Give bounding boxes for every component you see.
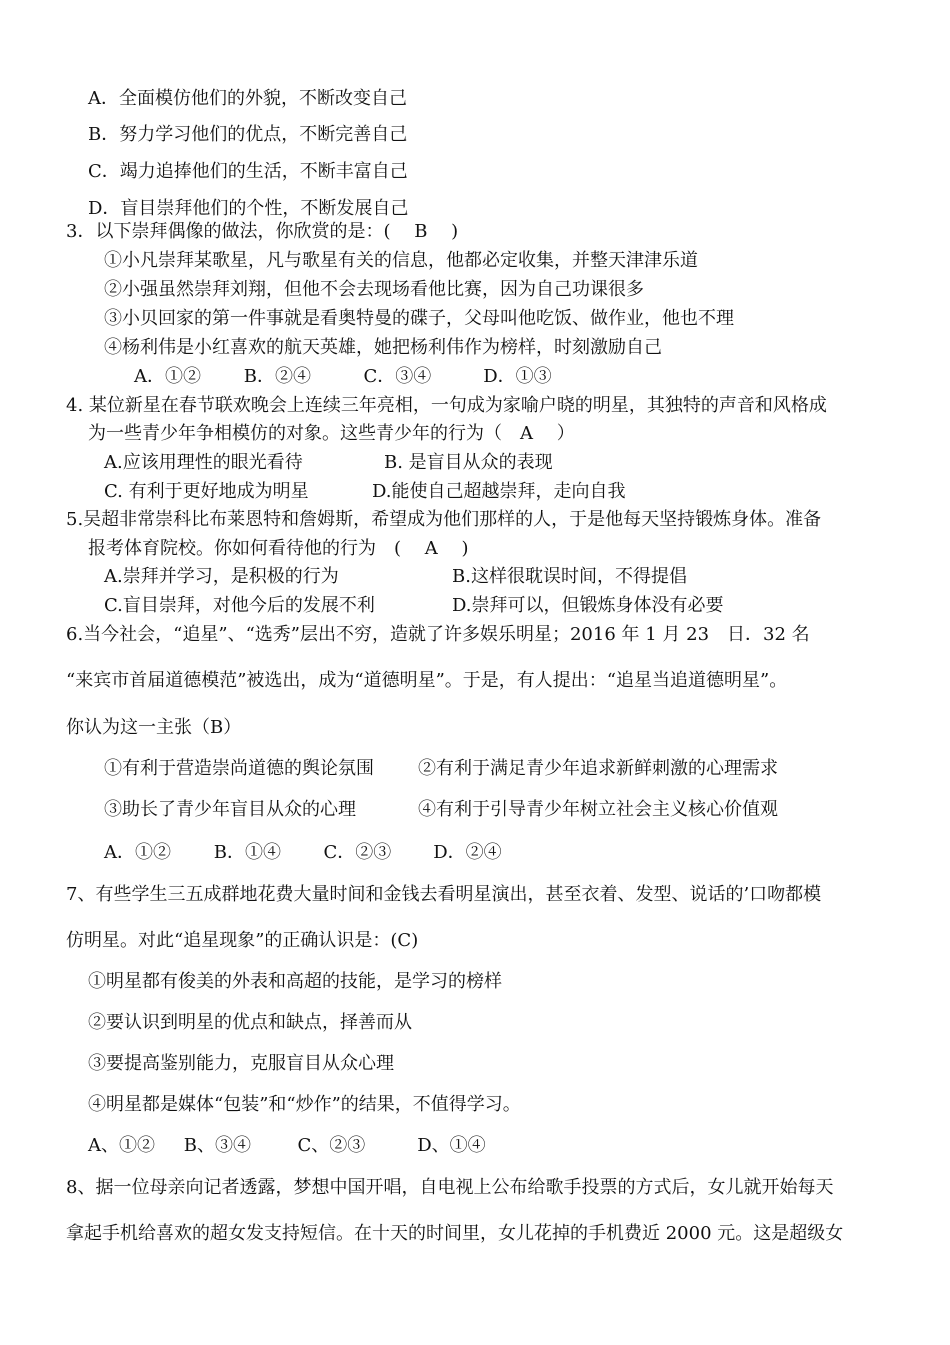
q6-item-3: ③助长了青少年盲目从众的心理 (104, 799, 356, 820)
q4-option-b: B. 是盲目从众的表现 (384, 452, 553, 473)
q4-option-a: A.应该用理性的眼光看待 (104, 452, 303, 473)
q3-option-d: D．①③ (483, 366, 552, 387)
q7-option-b: B、③④ (183, 1135, 251, 1156)
q4-stem-line2: 为一些青少年争相模仿的对象。这些青少年的行为（ A ） (88, 423, 575, 444)
q5-stem-line1: 5.吴超非常崇科比布莱恩特和詹姆斯，希望成为他们那样的人，于是他每天坚持锻炼身体。准备 (66, 509, 822, 530)
q7-option-a: A、①② (88, 1135, 155, 1156)
q3-option-a: A．①② (134, 366, 201, 387)
q5-option-c: C.盲目崇拜，对他今后的发展不利 (104, 595, 375, 616)
q4-option-c: C. 有利于更好地成为明星 (104, 481, 309, 502)
q2-option-c: C．竭力追捧他们的生活，不断丰富自己 (88, 161, 408, 182)
q7-options (88, 1135, 486, 1157)
q6-stem-line1: 6.当今社会，“追星”、“选秀”层出不穷，造就了许多娱乐明星；2016 年 1 月 23 日．32 名 (66, 624, 810, 645)
q3-option-b: B．②④ (243, 366, 311, 387)
q6-options (104, 842, 502, 864)
q7-item-2: ②要认识到明星的优点和缺点，择善而从 (88, 1012, 412, 1033)
q7-item-4: ④明星都是媒体“包装”和“炒作”的结果，不值得学习。 (88, 1094, 521, 1115)
q3-item-4: ④杨利伟是小红喜欢的航天英雄，她把杨利伟作为榜样，时刻激励自己 (104, 337, 662, 358)
q7-item-3: ③要提高鉴别能力，克服盲目从众心理 (88, 1053, 394, 1074)
q6-option-b: B．①④ (213, 842, 281, 863)
q3-stem: 3．以下崇拜偶像的做法，你欣赏的是：( B ) (66, 221, 459, 242)
q3-item-2: ②小强虽然崇拜刘翔，但他不会去现场看他比赛，因为自己功课很多 (104, 279, 644, 300)
q3-item-3: ③小贝回家的第一件事就是看奥特曼的碟子，父母叫他吃饭、做作业，他也不理 (104, 308, 734, 329)
q3-options (134, 366, 552, 388)
q2-option-d: D．盲目崇拜他们的个性，不断发展自己 (88, 198, 409, 219)
q2-option-a: A．全面模仿他们的外貌，不断改变自己 (88, 88, 407, 109)
q6-option-d: D．②④ (433, 842, 502, 863)
q8-stem-line2: 拿起手机给喜欢的超女发支持短信。在十天的时间里，女儿花掉的手机费近 2000 元。这是超级女 (66, 1223, 844, 1244)
q7-option-d: D、①④ (417, 1135, 486, 1156)
q5-stem-line2: 报考体育院校。你如何看待他的行为 ( A ) (88, 538, 469, 559)
q7-option-c: C、②③ (297, 1135, 366, 1156)
q6-option-c: C．②③ (323, 842, 392, 863)
q8-stem-line1: 8、据一位母亲向记者透露，梦想中国开唱，自电视上公布给歌手投票的方式后，女儿就开始每天 (66, 1177, 834, 1198)
q7-stem-line2: 仿明星。对此“追星现象”的正确认识是：(C) (66, 930, 419, 951)
q6-item-1: ①有利于营造崇尚道德的舆论氛围 (104, 758, 374, 779)
q6-stem-line2: “来宾市首届道德模范”被选出，成为“道德明星”。于是，有人提出：“追星当追道德明星”。 (66, 670, 788, 691)
q5-option-d: D.崇拜可以，但锻炼身体没有必要 (452, 595, 724, 616)
q6-stem-line3: 你认为这一主张（B） (66, 717, 242, 738)
q4-stem-line1: 4. 某位新星在春节联欢晚会上连续三年亮相，一句成为家喻户晓的明星，其独特的声音和风格成 (66, 395, 827, 416)
q7-item-1: ①明星都有俊美的外表和高超的技能，是学习的榜样 (88, 971, 502, 992)
q5-option-a: A.崇拜并学习，是积极的行为 (104, 566, 339, 587)
q4-option-d: D.能使自己超越崇拜，走向自我 (372, 481, 626, 502)
q3-option-c: C．③④ (363, 366, 432, 387)
q6-option-a: A．①② (104, 842, 171, 863)
q3-item-1: ①小凡崇拜某歌星，凡与歌星有关的信息，他都必定收集，并整天津津乐道 (104, 250, 698, 271)
q5-option-b: B.这样很耽误时间，不得提倡 (452, 566, 687, 587)
q6-item-2: ②有利于满足青少年追求新鲜刺激的心理需求 (418, 758, 778, 779)
q7-stem-line1: 7、有些学生三五成群地花费大量时间和金钱去看明星演出，甚至衣着、发型、说话的’口吻都模 (66, 884, 822, 905)
q6-item-4: ④有利于引导青少年树立社会主义核心价值观 (418, 799, 778, 820)
q2-option-b: B．努力学习他们的优点，不断完善自己 (88, 124, 408, 145)
